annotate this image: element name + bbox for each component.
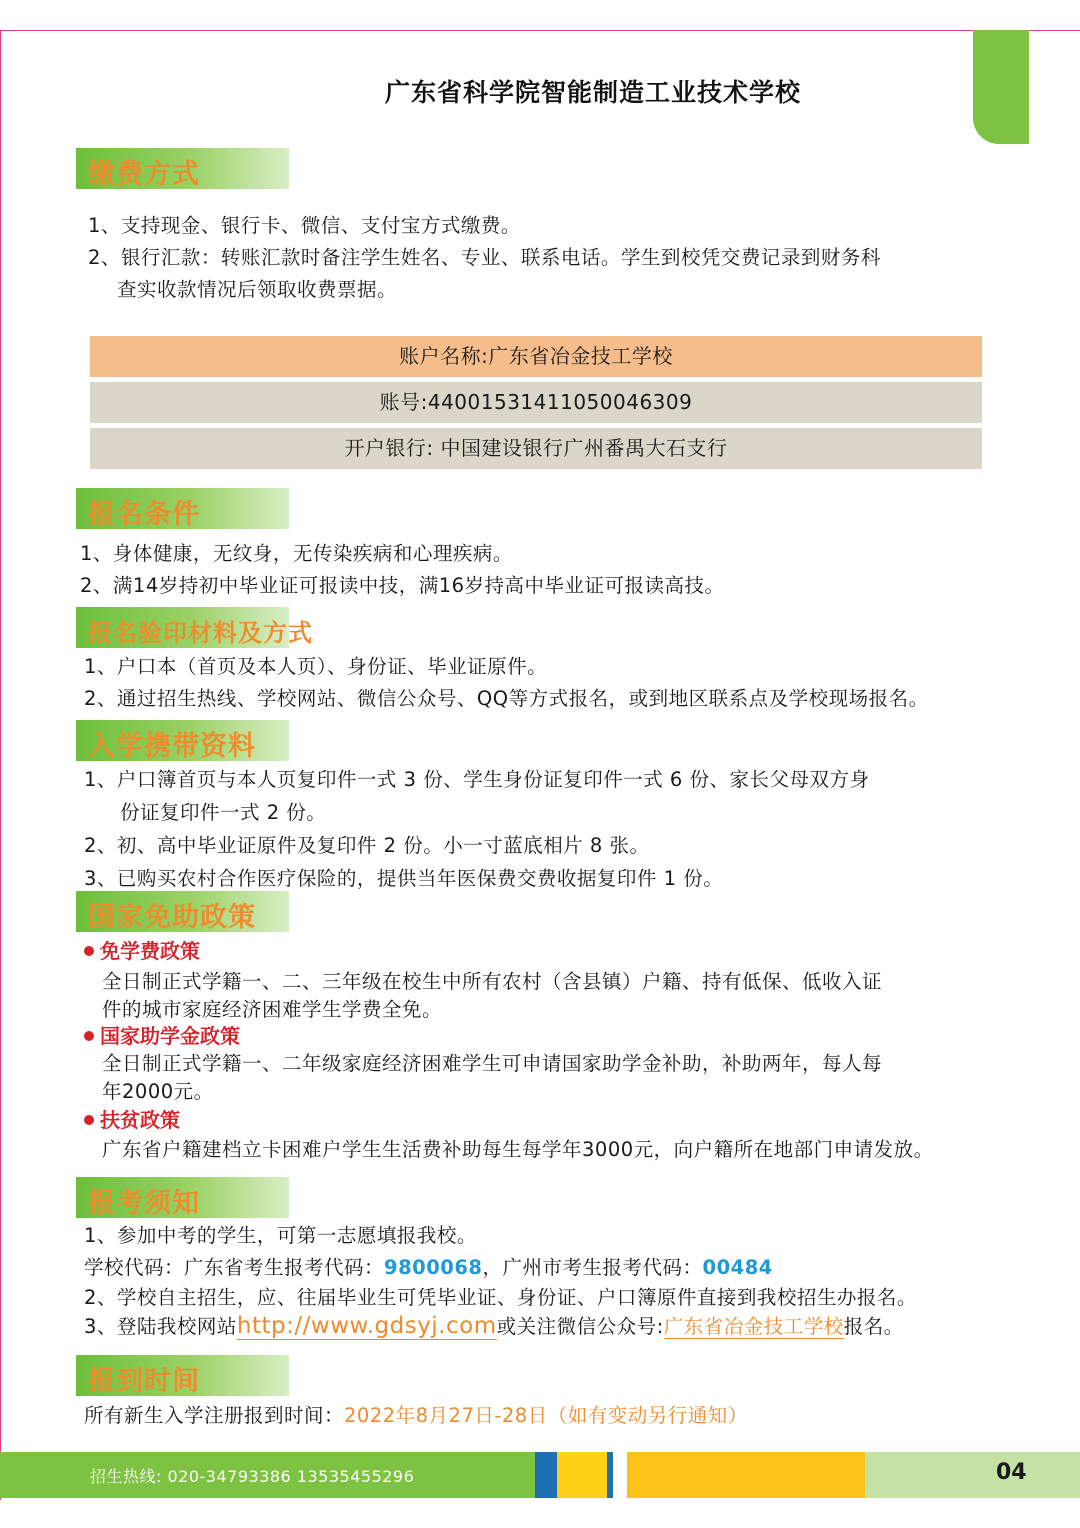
policy-poverty-title [84, 1104, 180, 1133]
bullet-dot-icon [84, 1031, 94, 1041]
page-number: 04 [996, 1460, 1027, 1485]
policy-tuition-line-2: 件的城市家庭经济困难学生学费全免。 [102, 998, 443, 1021]
section-heading-payment [76, 148, 289, 189]
section-heading-policy [76, 891, 289, 932]
exam-line-4-suffix: 报名。 [843, 1315, 904, 1338]
page-title: 广东省科学院智能制造工业技术学校 [385, 78, 802, 107]
footer-bar [0, 1452, 1080, 1498]
section-heading-text: 报到时间 [88, 1366, 200, 1397]
school-website-link[interactable]: http://www.gdsyj.com [236, 1313, 497, 1339]
payment-line-1: 1、支持现金、银行卡、微信、支付宝方式缴费。 [88, 214, 521, 237]
bank-account-number: 账号:44001531411050046309 [90, 382, 982, 423]
footer-light-green-block [865, 1452, 1080, 1498]
requirements-line-1: 1、身体健康，无纹身，无传染疾病和心理疾病。 [80, 542, 513, 565]
exam-line-4-prefix: 3、登陆我校网站 [84, 1315, 237, 1338]
policy-grant-line-1: 全日制正式学籍一、二年级家庭经济困难学生可申请国家助学金补助，补助两年，每人每 [102, 1052, 883, 1075]
policy-tuition-title-text: 免学费政策 [100, 939, 200, 963]
policy-poverty-line-1: 广东省户籍建档立卡困难户学生生活费补助每生每学年3000元，向户籍所在地部门申请发放。 [102, 1138, 934, 1161]
exam-code-guangzhou: 00484 [702, 1256, 773, 1279]
corner-tab [973, 30, 1029, 144]
footer-yellow-stripe [557, 1452, 607, 1498]
exam-line-4 [84, 1311, 904, 1339]
exam-code-prefix: 学校代码：广东省考生报考代码： [84, 1256, 385, 1279]
section-heading-requirements [76, 488, 289, 529]
materials-line-2: 2、通过招生热线、学校网站、微信公众号、QQ等方式报名，或到地区联系点及学校现场报名。 [84, 687, 929, 710]
exam-code-guangdong: 9800068 [384, 1256, 483, 1279]
footer-hotline: 招生热线: 020-34793386 13535455296 [90, 1467, 415, 1486]
section-heading-enrollment [76, 720, 289, 761]
section-heading-text: 报名验印材料及方式 [88, 619, 313, 647]
bank-name: 开户银行: 中国建设银行广州番禺大石支行 [90, 428, 982, 469]
footer-gold-block [627, 1452, 865, 1498]
requirements-line-2: 2、满14岁持初中毕业证可报读中技，满16岁持高中毕业证可报读高技。 [80, 574, 725, 597]
section-heading-text: 缴费方式 [88, 159, 200, 190]
payment-line-2: 2、银行汇款：转账汇款时备注学生姓名、专业、联系电话。学生到校凭交费记录到财务科 [88, 246, 881, 269]
policy-tuition-line-1: 全日制正式学籍一、二、三年级在校生中所有农村（含县镇）户籍、持有低保、低收入证 [102, 970, 883, 993]
enrollment-line-1: 1、户口簿首页与本人页复印件一式 3 份、学生身份证复印件一式 6 份、家长父母双方身 [84, 768, 870, 791]
exam-school-code [84, 1252, 773, 1280]
arrival-time-prefix: 所有新生入学注册报到时间： [84, 1404, 345, 1427]
policy-poverty-title-text: 扶贫政策 [100, 1108, 180, 1132]
section-heading-text: 国家免助政策 [88, 902, 256, 933]
payment-line-3: 查实收款情况后领取收费票据。 [117, 278, 398, 301]
page-border-top [0, 30, 1080, 31]
enrollment-line-2: 份证复印件一式 2 份。 [120, 801, 327, 824]
enrollment-line-4: 3、已购买农村合作医疗保险的，提供当年医保费交费收据复印件 1 份。 [84, 867, 724, 890]
exam-line-4-middle: 或关注微信公众号: [496, 1315, 664, 1338]
footer-blue-stripe [535, 1452, 557, 1498]
enrollment-line-3: 2、初、高中毕业证原件及复印件 2 份。小一寸蓝底相片 8 张。 [84, 834, 650, 857]
section-heading-text: 报考须知 [88, 1188, 200, 1219]
exam-line-1: 1、参加中考的学生，可第一志愿填报我校。 [84, 1224, 477, 1247]
policy-grant-line-2: 年2000元。 [102, 1080, 214, 1103]
exam-line-3: 2、学校自主招生，应、往届毕业生可凭毕业证、身份证、户口簿原件直接到我校招生办报名。 [84, 1286, 917, 1309]
arrival-date: 2022年8月27日-28日（如有变动另行通知） [344, 1404, 748, 1427]
bullet-dot-icon [84, 1115, 94, 1125]
bullet-dot-icon [84, 946, 94, 956]
section-heading-arrival [76, 1355, 289, 1396]
policy-grant-title [84, 1020, 240, 1049]
policy-tuition-title [84, 935, 200, 964]
materials-line-1: 1、户口本（首页及本人页）、身份证、毕业证原件。 [84, 655, 548, 678]
page-border-left [0, 30, 1, 1500]
section-heading-text: 入学携带资料 [88, 731, 256, 762]
exam-code-middle: ，广州市考生报考代码： [482, 1256, 703, 1279]
footer-white-stripe [613, 1452, 627, 1498]
wechat-account-link[interactable]: 广东省冶金技工学校 [663, 1315, 844, 1338]
section-heading-exam [76, 1177, 289, 1218]
arrival-time [84, 1400, 748, 1428]
section-heading-materials [76, 607, 313, 648]
bank-account-name: 账户名称:广东省冶金技工学校 [90, 336, 982, 377]
section-heading-text: 报名条件 [88, 499, 200, 530]
policy-grant-title-text: 国家助学金政策 [100, 1024, 240, 1048]
